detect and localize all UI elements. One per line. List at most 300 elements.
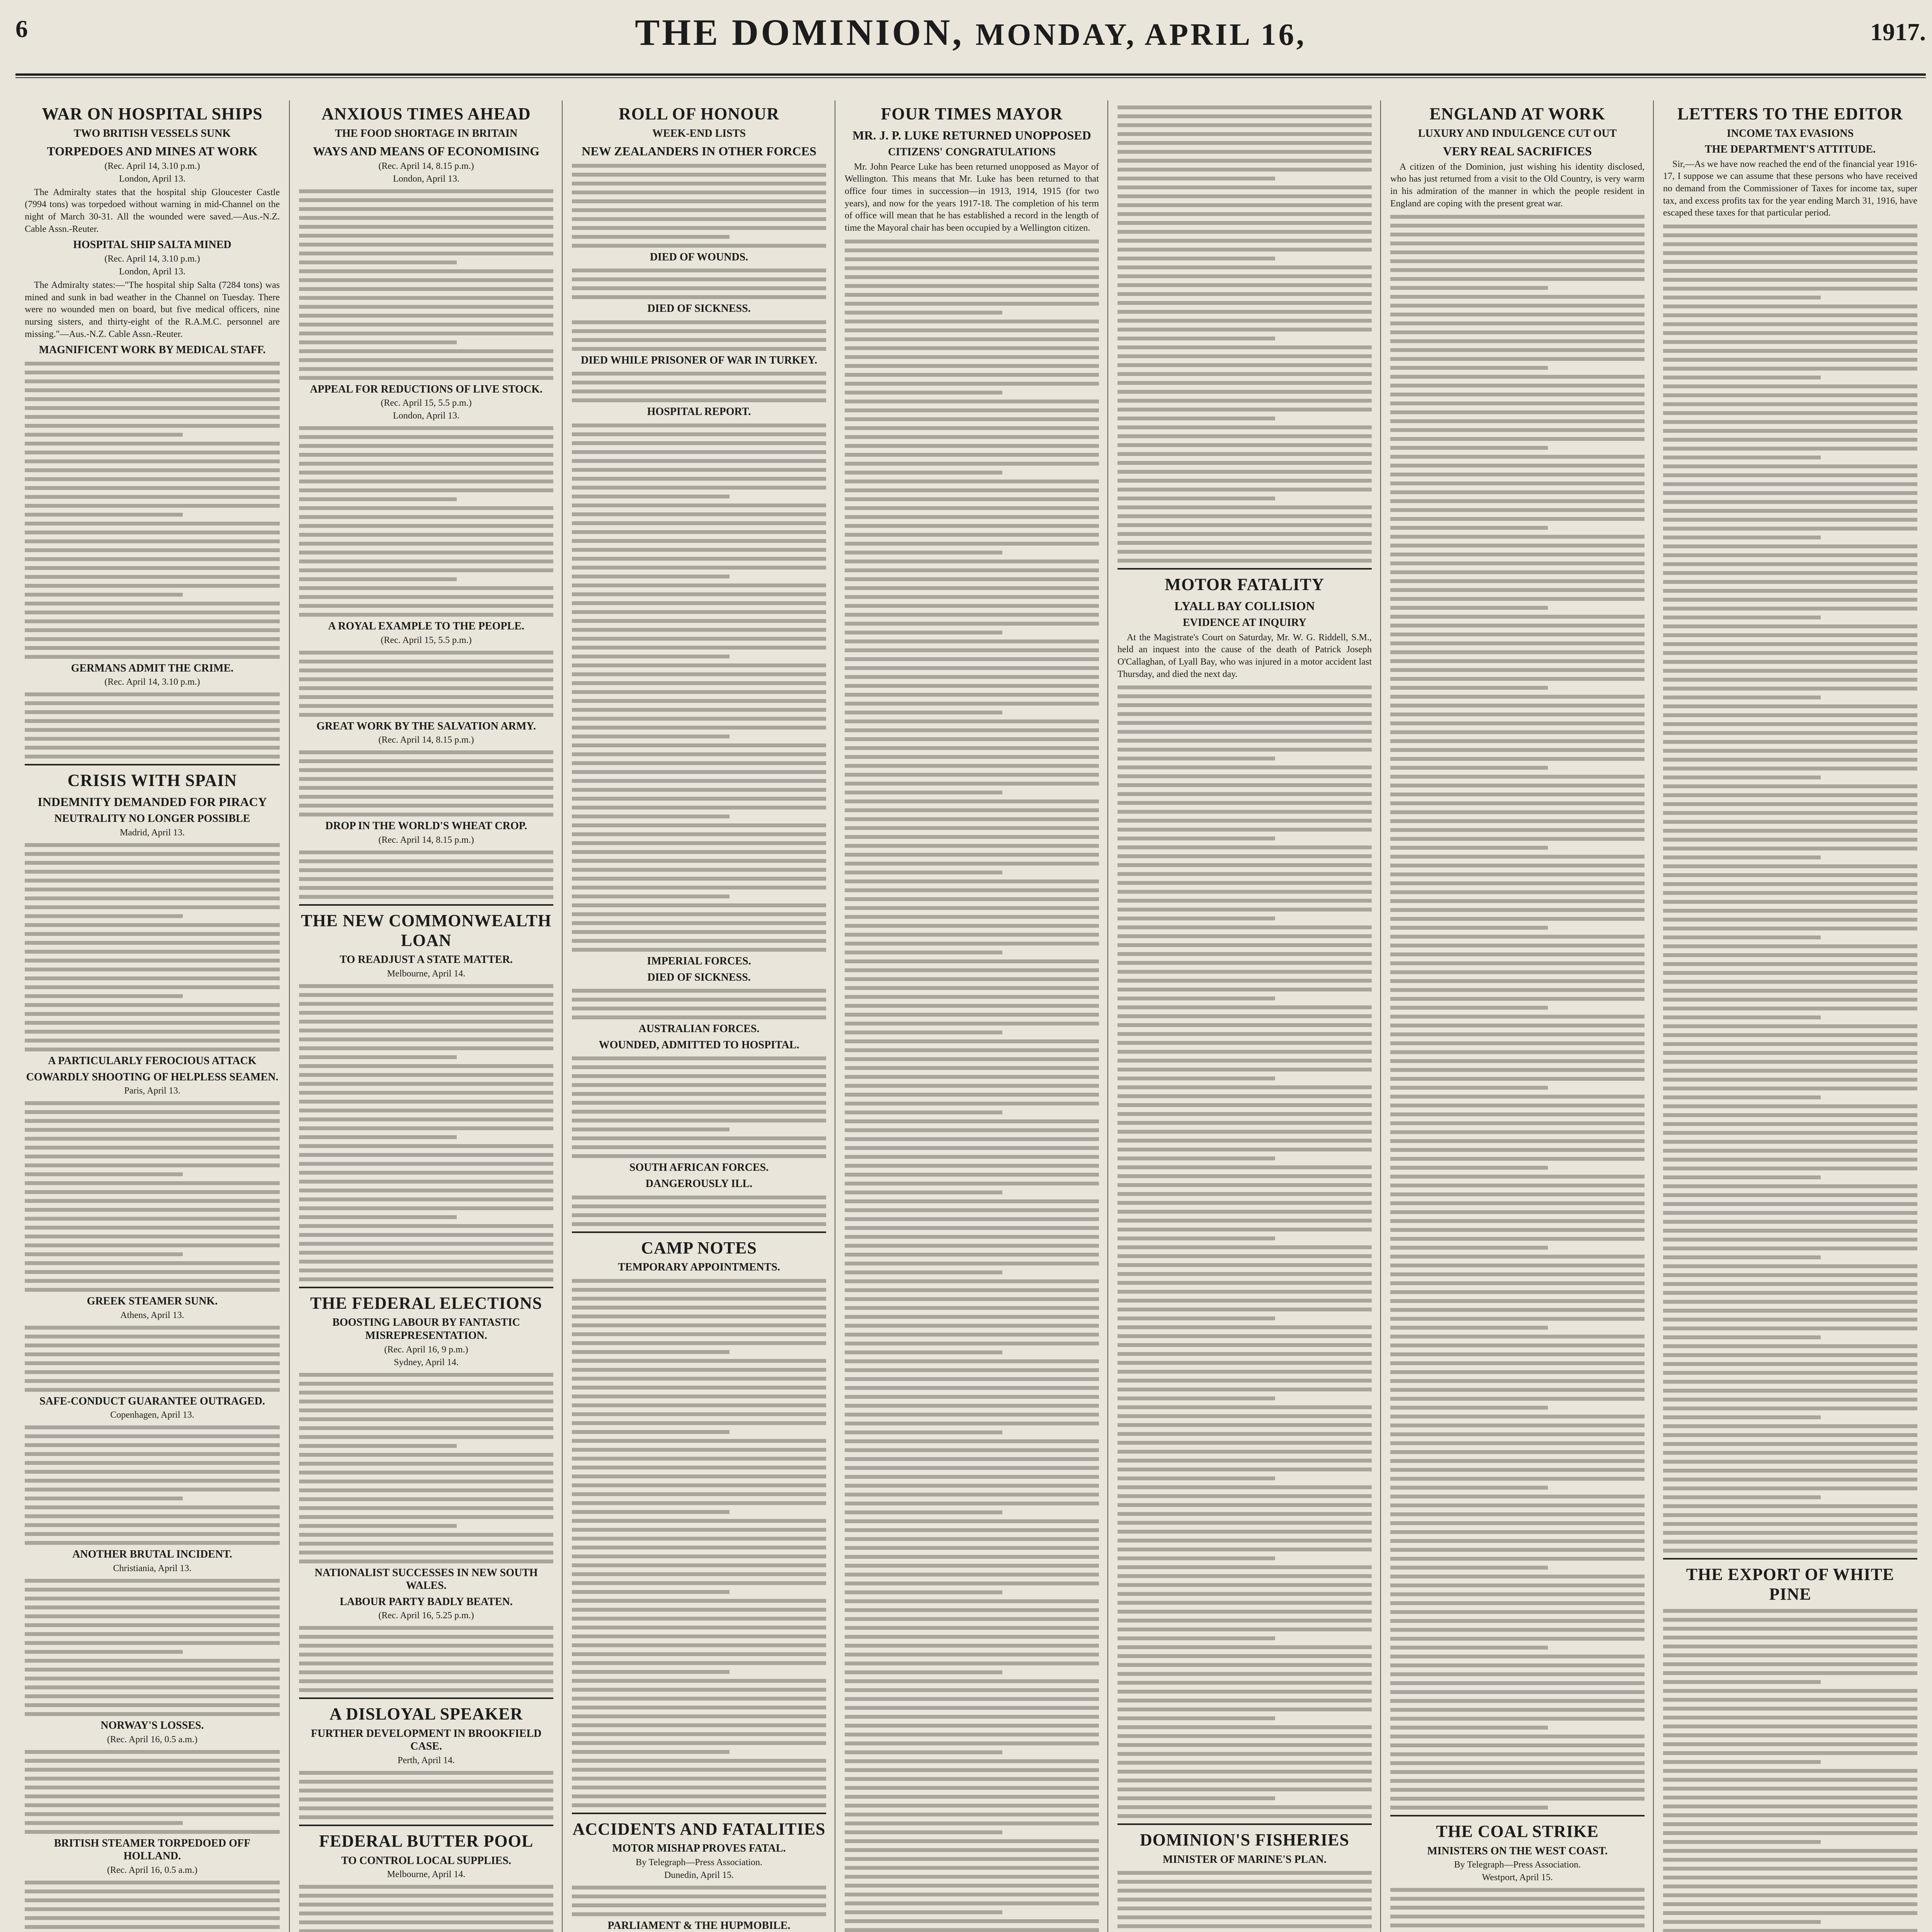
text-line bbox=[572, 1386, 826, 1389]
text-line bbox=[299, 1798, 553, 1801]
text-line bbox=[572, 217, 826, 221]
text-line bbox=[845, 1821, 1099, 1825]
text-line bbox=[572, 788, 826, 792]
text-line bbox=[1663, 962, 1917, 966]
text-line bbox=[1117, 1183, 1372, 1187]
text-line bbox=[845, 302, 1099, 306]
text-line bbox=[572, 859, 826, 863]
text-line bbox=[845, 799, 1099, 803]
text-line bbox=[25, 852, 280, 856]
text-line bbox=[845, 1555, 1099, 1559]
text-line bbox=[1390, 704, 1645, 707]
text-line bbox=[845, 1893, 1099, 1896]
text-line bbox=[299, 453, 553, 457]
text-line bbox=[25, 1326, 280, 1330]
text-line bbox=[1390, 401, 1645, 405]
text-line bbox=[1663, 1113, 1917, 1117]
article-text-lines bbox=[299, 750, 553, 816]
text-line bbox=[1663, 1469, 1917, 1473]
text-line bbox=[1390, 970, 1645, 974]
text-line bbox=[1663, 1175, 1821, 1179]
text-line bbox=[572, 1590, 730, 1594]
section-heading: MINISTER OF MARINE'S PLAN. bbox=[1163, 1853, 1327, 1866]
text-line bbox=[845, 1733, 1099, 1736]
text-line bbox=[1390, 1681, 1645, 1685]
text-line bbox=[1663, 1760, 1821, 1764]
text-line bbox=[25, 888, 280, 891]
subheadline: INDEMNITY DEMANDED FOR PIRACY bbox=[37, 795, 267, 809]
text-line bbox=[1663, 1451, 1917, 1455]
text-line bbox=[1117, 845, 1372, 849]
text-line bbox=[1663, 562, 1917, 566]
text-line bbox=[299, 1073, 553, 1077]
text-line bbox=[1390, 1015, 1645, 1019]
text-line bbox=[572, 1563, 826, 1567]
section-heading: GREAT WORK BY THE SALVATION ARMY. bbox=[316, 720, 536, 732]
text-line bbox=[572, 398, 826, 402]
text-line bbox=[1663, 1042, 1917, 1046]
dateline: (Rec. April 16, 0.5 a.m.) bbox=[107, 1734, 197, 1745]
text-line bbox=[299, 1197, 553, 1201]
dateline: Sydney, April 14. bbox=[394, 1357, 459, 1367]
text-line bbox=[1663, 1158, 1917, 1162]
text-line bbox=[1663, 1504, 1917, 1508]
text-line bbox=[572, 1403, 826, 1407]
dateline: London, April 13. bbox=[393, 173, 459, 184]
text-line bbox=[572, 823, 826, 827]
text-line bbox=[1663, 1015, 1821, 1019]
text-line bbox=[1663, 1149, 1917, 1153]
text-line bbox=[1117, 1352, 1372, 1356]
text-line bbox=[572, 1306, 826, 1310]
text-line bbox=[1117, 1316, 1275, 1320]
text-line bbox=[299, 813, 553, 816]
text-line bbox=[1117, 1805, 1372, 1809]
text-line bbox=[1117, 425, 1372, 429]
text-line bbox=[1390, 766, 1548, 770]
section-heading: AUSTRALIAN FORCES. bbox=[638, 1023, 760, 1035]
text-line bbox=[1663, 1636, 1917, 1639]
text-line bbox=[572, 1706, 826, 1709]
text-line bbox=[1117, 159, 1372, 163]
section-heading: BOOSTING LABOUR BY FANTASTIC MISREPRESENTATION. bbox=[332, 1316, 520, 1342]
text-line bbox=[1663, 1238, 1917, 1242]
text-line bbox=[1117, 1654, 1372, 1658]
text-line bbox=[845, 471, 1002, 474]
column-1 bbox=[15, 100, 289, 1932]
text-line bbox=[25, 701, 280, 705]
text-line bbox=[25, 1541, 280, 1545]
text-line bbox=[845, 1279, 1099, 1283]
text-line bbox=[1117, 1601, 1372, 1605]
text-line bbox=[1663, 1229, 1917, 1233]
text-line bbox=[25, 379, 280, 383]
text-line bbox=[845, 719, 1099, 723]
text-line bbox=[1390, 775, 1645, 779]
text-line bbox=[1390, 259, 1645, 263]
article-text-lines bbox=[572, 423, 826, 952]
text-line bbox=[299, 777, 553, 781]
text-line bbox=[1663, 402, 1917, 406]
text-line bbox=[1390, 393, 1645, 396]
text-line bbox=[1117, 443, 1372, 447]
text-line bbox=[1663, 1247, 1917, 1250]
text-line bbox=[1390, 1468, 1645, 1472]
text-line bbox=[299, 1082, 553, 1086]
text-line bbox=[1390, 579, 1645, 583]
text-line bbox=[1117, 1139, 1372, 1143]
article-text-lines bbox=[572, 372, 826, 402]
text-line bbox=[1663, 1122, 1917, 1126]
text-line bbox=[299, 1462, 553, 1466]
text-line bbox=[572, 1599, 826, 1603]
text-line bbox=[1663, 349, 1917, 353]
text-line bbox=[845, 835, 1099, 839]
article-text-lines bbox=[25, 1881, 280, 1929]
text-line bbox=[1663, 944, 1917, 948]
text-line bbox=[1663, 296, 1821, 299]
text-line bbox=[299, 1091, 553, 1095]
text-line bbox=[1390, 739, 1645, 743]
text-line bbox=[845, 1510, 1002, 1514]
text-line bbox=[299, 895, 553, 899]
text-line bbox=[299, 560, 553, 563]
text-line bbox=[1117, 1880, 1372, 1884]
text-line bbox=[299, 713, 553, 717]
text-line bbox=[1117, 1583, 1372, 1587]
text-line bbox=[299, 1560, 553, 1563]
text-line bbox=[1663, 1549, 1917, 1553]
text-line bbox=[1117, 257, 1275, 260]
text-line bbox=[299, 435, 553, 439]
text-line bbox=[845, 1830, 1002, 1834]
text-line bbox=[1390, 1041, 1645, 1045]
text-line bbox=[25, 1217, 280, 1221]
text-line bbox=[845, 675, 1099, 679]
text-line bbox=[1663, 1707, 1917, 1711]
text-line bbox=[1663, 1716, 1917, 1719]
text-line bbox=[1390, 1708, 1645, 1712]
text-line bbox=[845, 915, 1099, 919]
text-line bbox=[1390, 1897, 1645, 1901]
text-line bbox=[1663, 411, 1917, 415]
text-line bbox=[1117, 1388, 1372, 1391]
text-line bbox=[845, 1750, 1002, 1754]
text-line bbox=[1663, 1531, 1917, 1535]
text-line bbox=[299, 506, 553, 510]
text-line bbox=[299, 993, 553, 997]
text-line bbox=[845, 1724, 1099, 1728]
text-line bbox=[25, 692, 280, 696]
text-line bbox=[1390, 864, 1645, 867]
text-line bbox=[1663, 1433, 1917, 1437]
text-line bbox=[25, 879, 280, 883]
text-line bbox=[1663, 1513, 1917, 1517]
text-line bbox=[845, 1804, 1099, 1808]
section-heading: HOSPITAL REPORT. bbox=[647, 406, 751, 418]
text-line bbox=[1117, 872, 1372, 876]
text-line bbox=[845, 1350, 1002, 1354]
text-line bbox=[299, 189, 553, 193]
article-text-lines bbox=[25, 1579, 280, 1716]
text-line bbox=[25, 737, 280, 741]
text-line bbox=[1663, 891, 1917, 895]
text-line bbox=[25, 728, 280, 732]
text-line bbox=[25, 1916, 280, 1920]
column-divider bbox=[25, 764, 280, 765]
column-divider bbox=[1117, 1823, 1372, 1825]
text-line bbox=[1390, 624, 1645, 628]
text-line bbox=[1117, 1308, 1372, 1311]
text-line bbox=[1663, 873, 1917, 877]
text-line bbox=[299, 296, 553, 300]
text-line bbox=[1390, 1592, 1645, 1596]
text-line bbox=[299, 660, 553, 663]
text-line bbox=[25, 1352, 280, 1356]
text-line bbox=[25, 468, 280, 472]
text-line bbox=[1663, 1255, 1821, 1259]
section-heading: DIED WHILE PRISONER OF WAR IN TURKEY. bbox=[581, 354, 817, 366]
text-line bbox=[1117, 1725, 1372, 1729]
text-line bbox=[1117, 354, 1372, 358]
text-line bbox=[1663, 304, 1917, 308]
text-line bbox=[845, 959, 1099, 963]
text-line bbox=[845, 257, 1099, 261]
article-paragraph: The Admiralty states that the hospital ship Gloucester Castle (7994 tons) was torpedoed without warning in mid-Channel on the night of March 30-31. All the wounded were saved.—Aus.-N.Z. Cable Assn.-Reuter. bbox=[25, 187, 280, 234]
text-line bbox=[1117, 479, 1372, 483]
text-line bbox=[1117, 1361, 1372, 1365]
text-line bbox=[845, 346, 1099, 350]
text-line bbox=[299, 686, 553, 690]
text-line bbox=[1663, 1822, 1917, 1826]
text-line bbox=[572, 173, 826, 177]
text-line bbox=[572, 841, 826, 845]
text-line bbox=[1390, 215, 1645, 219]
text-line bbox=[845, 871, 1002, 874]
text-line bbox=[1663, 1140, 1917, 1144]
text-line bbox=[299, 1100, 553, 1104]
text-line bbox=[1390, 268, 1645, 272]
text-line bbox=[845, 1119, 1099, 1123]
text-line bbox=[1663, 242, 1917, 246]
text-line bbox=[1663, 1787, 1917, 1791]
text-line bbox=[1663, 767, 1917, 770]
masthead-rule-thin bbox=[15, 77, 1926, 78]
text-line bbox=[1663, 544, 1917, 548]
text-line bbox=[25, 1361, 280, 1365]
text-line bbox=[1663, 1478, 1917, 1481]
text-line bbox=[1663, 811, 1917, 815]
text-line bbox=[25, 566, 280, 570]
text-line bbox=[1117, 1663, 1372, 1667]
text-line bbox=[299, 1771, 553, 1775]
text-line bbox=[1390, 659, 1645, 663]
text-line bbox=[1663, 553, 1917, 557]
text-line bbox=[1117, 1539, 1372, 1543]
text-line bbox=[572, 1083, 826, 1087]
text-line bbox=[572, 1786, 826, 1789]
text-line bbox=[572, 1475, 826, 1478]
text-line bbox=[845, 328, 1099, 332]
text-line bbox=[25, 1794, 280, 1798]
text-line bbox=[845, 666, 1099, 670]
text-line bbox=[845, 755, 1099, 759]
text-line bbox=[299, 1920, 553, 1924]
text-line bbox=[1117, 1370, 1372, 1374]
subheadline: TORPEDOES AND MINES AT WORK bbox=[47, 144, 258, 158]
text-line bbox=[845, 1901, 1099, 1905]
text-line bbox=[572, 752, 826, 756]
text-line bbox=[25, 1703, 280, 1707]
text-line bbox=[25, 1488, 280, 1492]
text-line bbox=[1117, 1556, 1275, 1560]
text-line bbox=[25, 1128, 280, 1132]
text-line bbox=[845, 1288, 1099, 1292]
text-line bbox=[1117, 363, 1372, 367]
text-line bbox=[25, 486, 280, 490]
text-line bbox=[572, 1679, 826, 1683]
text-line bbox=[1390, 890, 1645, 894]
text-line bbox=[1663, 1769, 1917, 1773]
text-line bbox=[1663, 793, 1917, 797]
text-line bbox=[845, 1786, 1099, 1790]
text-line bbox=[25, 1021, 280, 1025]
text-line bbox=[299, 1002, 553, 1006]
text-line bbox=[1390, 1344, 1645, 1347]
column-divider bbox=[299, 1697, 553, 1699]
text-line bbox=[845, 1404, 1099, 1408]
text-line bbox=[572, 895, 730, 898]
text-line bbox=[1663, 536, 1821, 539]
text-line bbox=[25, 861, 280, 865]
text-line bbox=[1390, 1628, 1645, 1632]
text-line bbox=[1390, 1423, 1645, 1427]
text-line bbox=[299, 595, 553, 599]
text-line bbox=[1390, 1175, 1645, 1179]
text-line bbox=[1390, 1397, 1645, 1401]
text-line bbox=[1117, 1245, 1372, 1249]
text-line bbox=[299, 551, 553, 554]
text-line bbox=[1390, 313, 1645, 316]
text-line bbox=[572, 1297, 826, 1301]
text-line bbox=[572, 1759, 826, 1763]
article-paragraph: Mr. John Pearce Luke has been returned unopposed as Mayor of Wellington. This means that Mr. Luke has been returned to that office four times in succession—in 1913, 1914, 1915 (for two years), and now for the years 1917-18. The completion of his term of office will mean that he has established a record in the length of time the Mayoral chair has been occupied by a Wellington citizen. bbox=[845, 162, 1099, 233]
text-line bbox=[25, 1443, 280, 1447]
text-line bbox=[25, 1614, 280, 1618]
section-heading: LABOUR PARTY BADLY BEATEN. bbox=[340, 1595, 513, 1608]
text-line bbox=[845, 1519, 1099, 1523]
text-line bbox=[299, 695, 553, 699]
text-line bbox=[845, 1688, 1099, 1692]
text-line bbox=[25, 746, 280, 750]
text-line bbox=[845, 1777, 1099, 1781]
issue-date: MONDAY, APRIL 16, bbox=[975, 18, 1306, 52]
column-body bbox=[1108, 105, 1381, 1932]
headline: LETTERS TO THE EDITOR bbox=[1677, 104, 1903, 123]
text-line bbox=[299, 1471, 553, 1475]
text-line bbox=[845, 1537, 1099, 1541]
text-line bbox=[1390, 570, 1645, 574]
text-line bbox=[1390, 1779, 1645, 1783]
dateline: Westport, April 15. bbox=[1482, 1872, 1553, 1883]
column-divider bbox=[299, 1287, 553, 1288]
text-line bbox=[1117, 1059, 1372, 1063]
text-line bbox=[1117, 1405, 1372, 1409]
text-line bbox=[299, 1215, 457, 1219]
text-line bbox=[1663, 998, 1917, 1002]
text-line bbox=[845, 1084, 1099, 1088]
text-line bbox=[299, 252, 553, 255]
column-divider bbox=[1117, 568, 1372, 570]
text-line bbox=[1663, 838, 1917, 842]
text-line bbox=[1663, 393, 1917, 397]
text-line bbox=[1390, 988, 1645, 992]
text-line bbox=[299, 1400, 553, 1403]
text-line bbox=[1390, 1477, 1645, 1481]
text-line bbox=[25, 1048, 280, 1051]
text-line bbox=[299, 542, 553, 546]
text-line bbox=[1117, 248, 1372, 252]
text-line bbox=[1663, 376, 1821, 379]
text-line bbox=[845, 1759, 1099, 1763]
text-line bbox=[299, 515, 553, 519]
text-line bbox=[845, 364, 1099, 368]
text-line bbox=[1390, 1735, 1645, 1738]
text-line bbox=[299, 1806, 553, 1810]
text-line bbox=[572, 708, 826, 712]
text-line bbox=[1117, 1423, 1372, 1427]
text-line bbox=[1390, 1050, 1645, 1054]
text-line bbox=[572, 583, 826, 587]
text-line bbox=[845, 1235, 1099, 1239]
text-line bbox=[25, 362, 280, 366]
text-line bbox=[1390, 721, 1645, 725]
article-text-lines bbox=[25, 362, 280, 659]
text-line bbox=[845, 1768, 1099, 1772]
text-line bbox=[25, 914, 183, 918]
text-line bbox=[1390, 1521, 1645, 1525]
text-line bbox=[25, 994, 183, 998]
section-heading: THE FOOD SHORTAGE IN BRITAIN bbox=[335, 127, 518, 139]
text-line bbox=[572, 779, 826, 783]
text-line bbox=[299, 886, 553, 890]
text-line bbox=[299, 1189, 553, 1192]
text-line bbox=[1663, 1831, 1917, 1835]
text-line bbox=[572, 1119, 826, 1122]
dateline: Perth, April 14. bbox=[398, 1755, 455, 1766]
text-line bbox=[299, 1653, 553, 1656]
text-line bbox=[1117, 1521, 1372, 1525]
text-line bbox=[845, 639, 1099, 643]
text-line bbox=[845, 631, 1002, 634]
text-line bbox=[572, 1537, 826, 1541]
text-line bbox=[299, 586, 553, 590]
article-text-lines bbox=[299, 1771, 553, 1819]
section-heading: SAFE-CONDUCT GUARANTEE OUTRAGED. bbox=[39, 1395, 265, 1407]
text-line bbox=[572, 512, 826, 516]
text-line bbox=[572, 601, 826, 605]
text-line bbox=[1390, 473, 1645, 476]
text-line bbox=[1663, 1273, 1917, 1277]
text-line bbox=[1663, 1627, 1917, 1631]
text-line bbox=[572, 548, 826, 552]
text-line bbox=[1390, 1290, 1645, 1294]
text-line bbox=[1117, 1174, 1372, 1178]
text-line bbox=[845, 1617, 1099, 1621]
text-line bbox=[845, 933, 1099, 937]
text-line bbox=[572, 868, 826, 872]
section-heading: DIED OF SICKNESS. bbox=[647, 303, 751, 315]
